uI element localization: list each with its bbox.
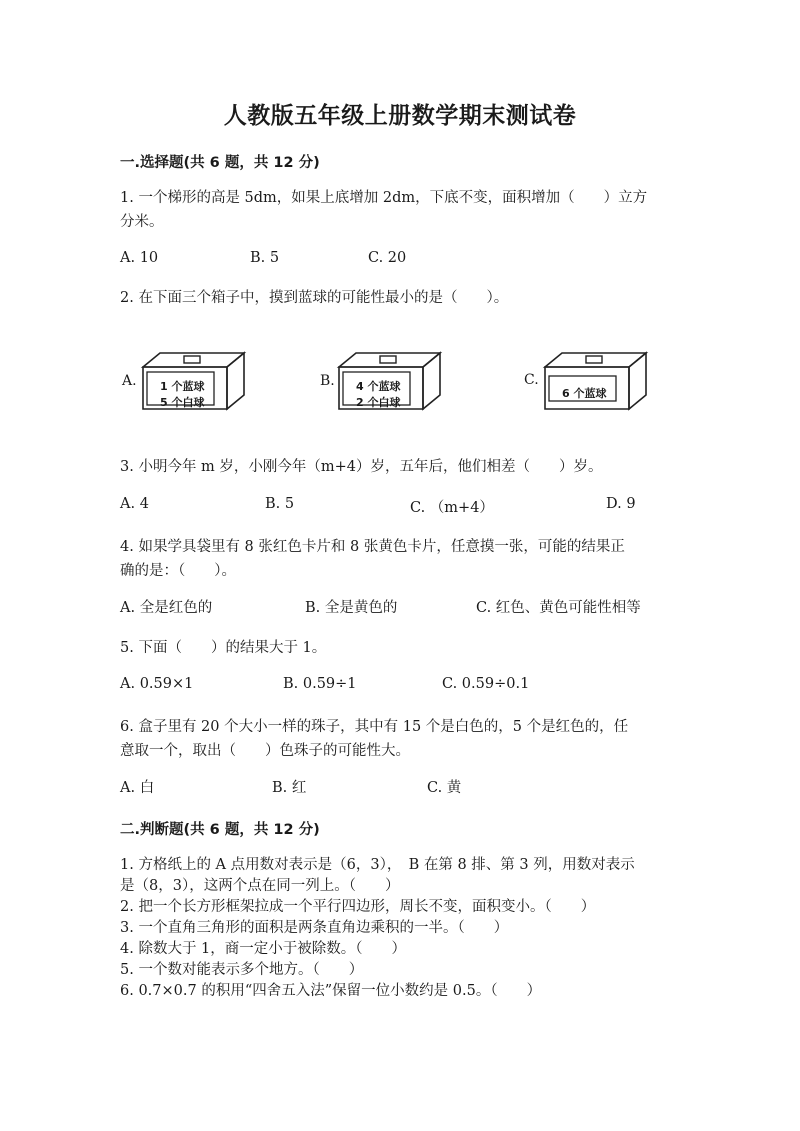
- question-4-option-c: C. 红色、黄色可能性相等: [476, 600, 641, 616]
- judge-line-4: 3. 一个直角三角形的面积是两条直角边乘积的一半。（ ）: [120, 920, 509, 936]
- question-2-text: 2. 在下面三个箱子中，摸到蓝球的可能性最小的是（ ）。: [120, 290, 509, 306]
- judge-line-5: 4. 除数大于 1，商一定小于被除数。（ ）: [120, 941, 407, 957]
- box-c-line-1: 6 个蓝球: [562, 387, 607, 400]
- box-a-line-1: 1 个蓝球: [160, 380, 205, 393]
- box-b-label: B.: [320, 373, 335, 389]
- question-5-option-c: C. 0.59÷0.1: [442, 676, 530, 692]
- question-6-option-b: B. 红: [272, 780, 307, 796]
- question-4-line-2: 确的是：（ ）。: [120, 563, 236, 579]
- judge-line-7: 6. 0.7×0.7 的积用“四舍五入法”保留一位小数约是 0.5。（ ）: [120, 983, 542, 999]
- question-3-option-d: D. 9: [606, 496, 636, 512]
- question-5-option-a: A. 0.59×1: [120, 676, 194, 692]
- box-b-line-1: 4 个蓝球: [356, 380, 401, 393]
- question-5-option-b: B. 0.59÷1: [283, 676, 357, 692]
- judge-line-2: 是（8，3），这两个点在同一列上。（ ）: [120, 878, 400, 894]
- question-1-option-b: B. 5: [250, 250, 280, 266]
- question-1-option-c: C. 20: [368, 250, 407, 266]
- question-6-option-c: C. 黄: [427, 780, 462, 796]
- page-title: 人教版五年级上册数学期末测试卷: [223, 102, 577, 129]
- section-heading-judge: 二.判断题(共 6 题，共 12 分): [120, 822, 320, 838]
- question-3-option-b: B. 5: [265, 496, 295, 512]
- question-3-option-c: C. （m+4）: [410, 500, 494, 516]
- question-4-option-a: A. 全是红色的: [120, 600, 213, 616]
- question-4-line-1: 4. 如果学具袋里有 8 张红色卡片和 8 张黄色卡片，任意摸一张，可能的结果正: [120, 539, 625, 555]
- judge-line-1: 1. 方格纸上的 A 点用数对表示是（6，3）， B 在第 8 排、第 3 列，用数对表示: [120, 857, 635, 873]
- box-b-line-2: 2 个白球: [356, 396, 401, 409]
- section-heading-choice: 一.选择题(共 6 题，共 12 分): [120, 155, 320, 171]
- question-6-option-a: A. 白: [120, 780, 155, 796]
- judge-line-6: 5. 一个数对能表示多个地方。（ ）: [120, 962, 364, 978]
- box-a-line-2: 5 个白球: [160, 396, 205, 409]
- question-3-text: 3. 小明今年 m 岁，小刚今年（m+4）岁，五年后，他们相差（ ）岁。: [120, 459, 603, 475]
- question-4-option-b: B. 全是黄色的: [305, 600, 398, 616]
- question-1-option-a: A. 10: [120, 250, 159, 266]
- judge-line-3: 2. 把一个长方形框架拉成一个平行四边形，周长不变，面积变小。（ ）: [120, 899, 596, 915]
- question-5-text: 5. 下面（ ）的结果大于 1。: [120, 640, 327, 656]
- question-1-line-1: 1. 一个梯形的高是 5dm，如果上底增加 2dm，下底不变，面积增加（ ）立方: [120, 190, 648, 206]
- question-1-line-2: 分米。: [120, 214, 164, 230]
- box-a-label: A.: [122, 373, 137, 389]
- box-c-label: C.: [524, 372, 539, 388]
- question-6-line-2: 意取一个，取出（ ）色珠子的可能性大。: [120, 743, 410, 759]
- box-c-drawing: [542, 350, 652, 412]
- question-6-line-1: 6. 盒子里有 20 个大小一样的珠子，其中有 15 个是白色的，5 个是红色的，任: [120, 719, 629, 735]
- question-3-option-a: A. 4: [120, 496, 149, 512]
